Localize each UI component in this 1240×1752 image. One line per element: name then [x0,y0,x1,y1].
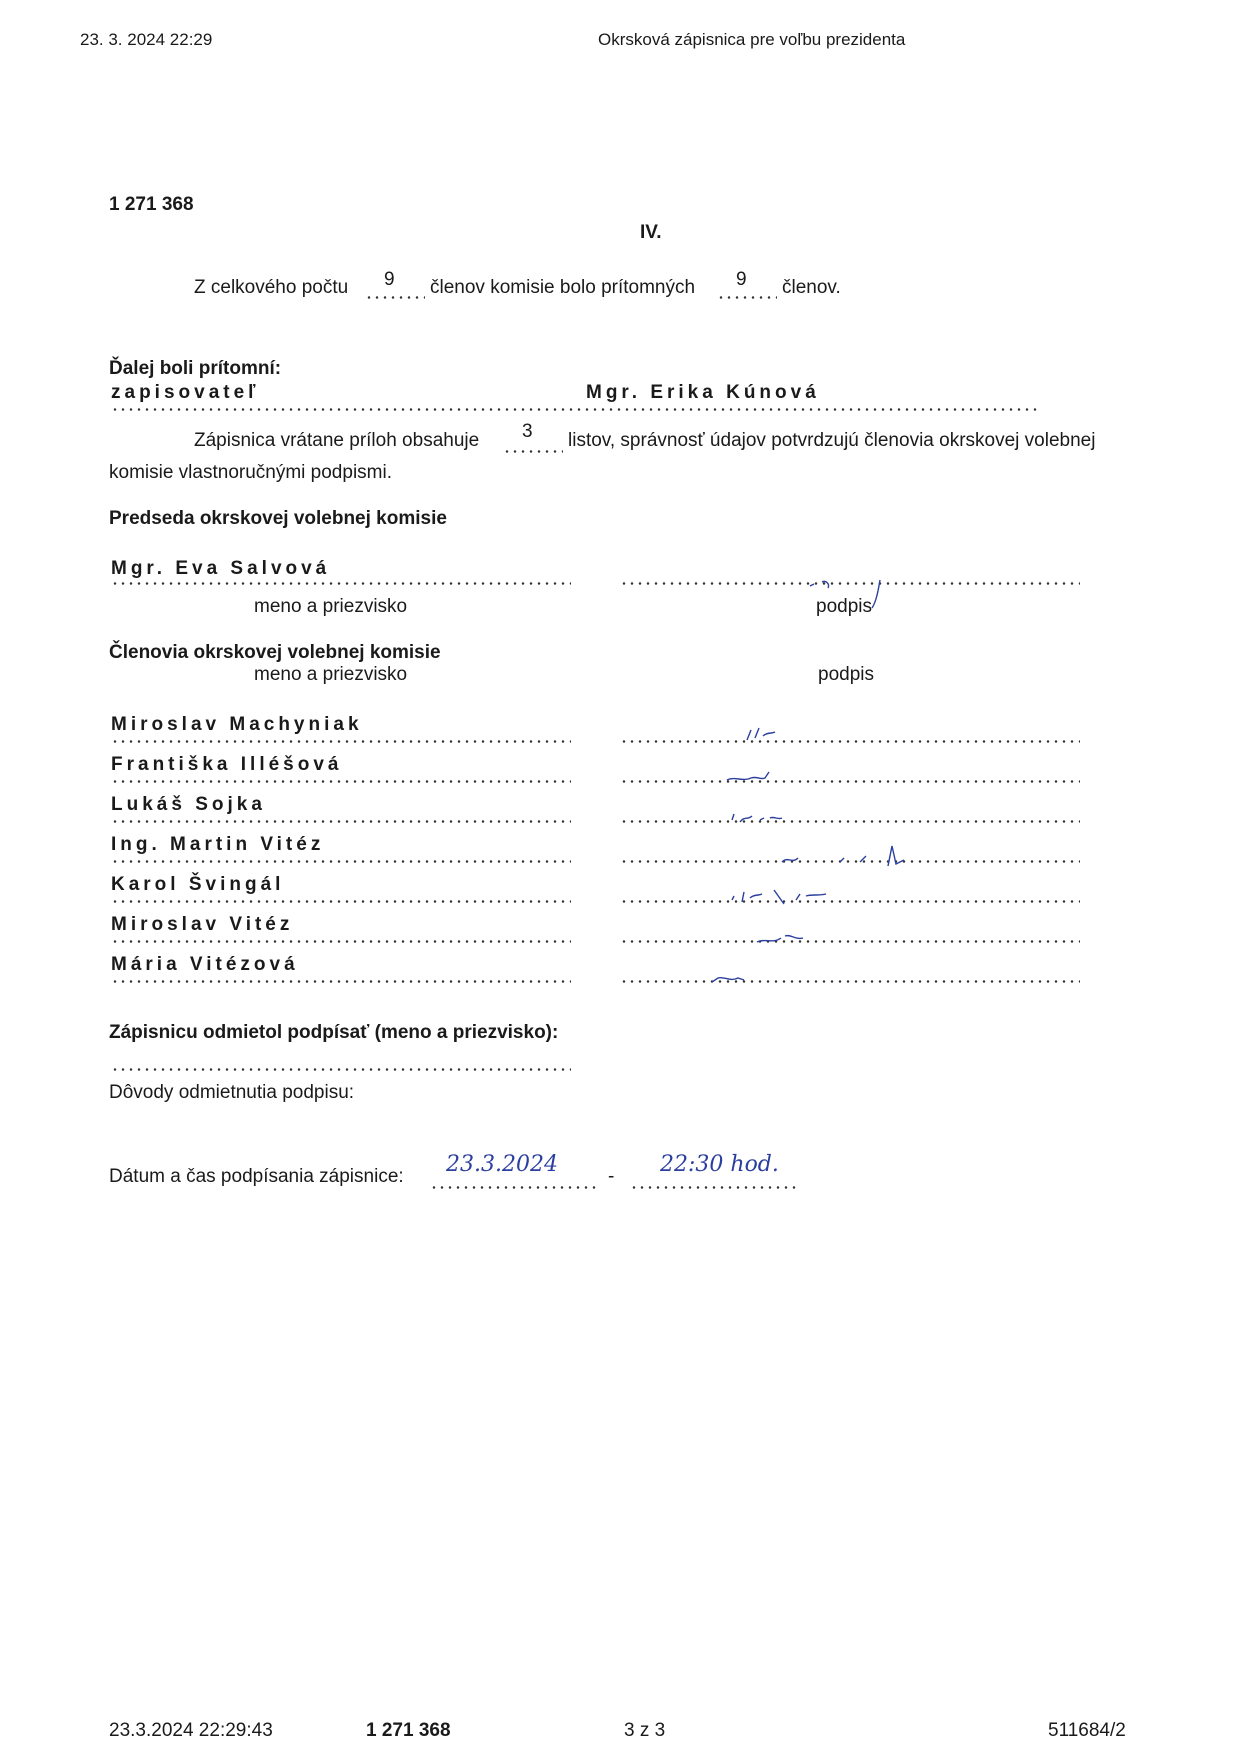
member-name: Karol Švingál [111,874,285,895]
attendance-suffix: členov. [782,277,841,298]
member-name: Lukáš Sojka [111,794,266,815]
member-name-dotted-line [111,740,571,743]
signing-date-dotted-line [430,1186,600,1189]
member-sign-dotted-line [620,980,1080,983]
attendance-prefix: Z celkového počtu [194,277,349,298]
attachments-dotted-line [503,450,563,453]
member-sign-dotted-line [620,900,1080,903]
member-name: Ing. Martin Vitéz [111,834,325,855]
member-sign-dotted-line [620,780,1080,783]
present-dotted-line [717,296,777,299]
print-datetime: 23. 3. 2024 22:29 [80,30,213,49]
footer-code: 511684/2 [1048,1720,1126,1741]
member-sign-dotted-line [620,940,1080,943]
member-name-dotted-line [111,900,571,903]
member-name: Miroslav Machyniak [111,714,363,735]
signing-time: 22:30 hod. [660,1152,779,1177]
refusal-dotted-line [111,1068,571,1071]
member-signature-icon [710,966,780,996]
member-name-dotted-line [111,860,571,863]
member-name: Františka Illéšová [111,754,343,775]
member-name-dotted-line [111,820,571,823]
chair-name: Mgr. Eva Salvová [111,558,331,579]
attendance-total: 9 [384,269,395,290]
footer-datetime: 23.3.2024 22:29:43 [109,1720,273,1741]
member-name: Mária Vitézová [111,954,299,975]
member-sign-dotted-line [620,740,1080,743]
member-signature-icon [780,840,930,876]
member-signature-icon [755,926,825,956]
footer-document-number: 1 271 368 [366,1720,451,1741]
attendance-middle: členov komisie bolo prítomných [430,277,696,298]
chair-name-label: meno a priezvisko [254,596,408,617]
signing-label: Dátum a čas podpísania zápisnice: [109,1166,404,1187]
section-number: IV. [640,222,662,243]
member-name-dotted-line [111,980,571,983]
chair-signature-icon [800,572,880,618]
attachments-suffix: listov, správnosť údajov potvrdzujú členovia okrskovej volebnej [568,430,1096,451]
refusal-reasons-label: Dôvody odmietnutia podpisu: [109,1082,355,1103]
member-signature-icon [745,722,815,752]
others-role: zapisovateľ [111,382,260,403]
member-name: Miroslav Vitéz [111,914,294,935]
others-name: Mgr. Erika Kúnová [586,382,820,403]
attachments-count: 3 [522,421,533,442]
chair-sign-label: podpis [816,596,872,617]
members-heading: Členovia okrskovej volebnej komisie [109,642,441,663]
attendance-present: 9 [736,269,747,290]
member-sign-dotted-line [620,820,1080,823]
signing-time-dotted-line [630,1186,800,1189]
members-sign-label: podpis [818,664,874,685]
attachments-line2: komisie vlastnoručnými podpismi. [109,462,392,483]
footer-page-number: 3 z 3 [624,1720,666,1741]
document-title: Okrsková zápisnica pre voľbu prezidenta [598,30,906,49]
member-signature-icon [725,766,795,796]
others-heading: Ďalej boli prítomní: [109,358,282,379]
member-name-dotted-line [111,780,571,783]
others-dotted-line [111,408,1041,411]
refusal-heading: Zápisnicu odmietol podpísať (meno a priezvisko): [109,1022,559,1043]
total-dotted-line [365,296,425,299]
attachments-prefix: Zápisnica vrátane príloh obsahuje [194,430,480,451]
member-signature-icon [730,806,810,836]
chair-heading: Predseda okrskovej volebnej komisie [109,508,447,529]
member-name-dotted-line [111,940,571,943]
document-number: 1 271 368 [109,194,194,215]
signing-separator: - [608,1166,615,1187]
chair-name-dotted-line [111,582,571,585]
signing-date: 23.3.2024 [446,1152,558,1177]
member-signature-icon [730,882,850,914]
members-name-label: meno a priezvisko [254,664,408,685]
